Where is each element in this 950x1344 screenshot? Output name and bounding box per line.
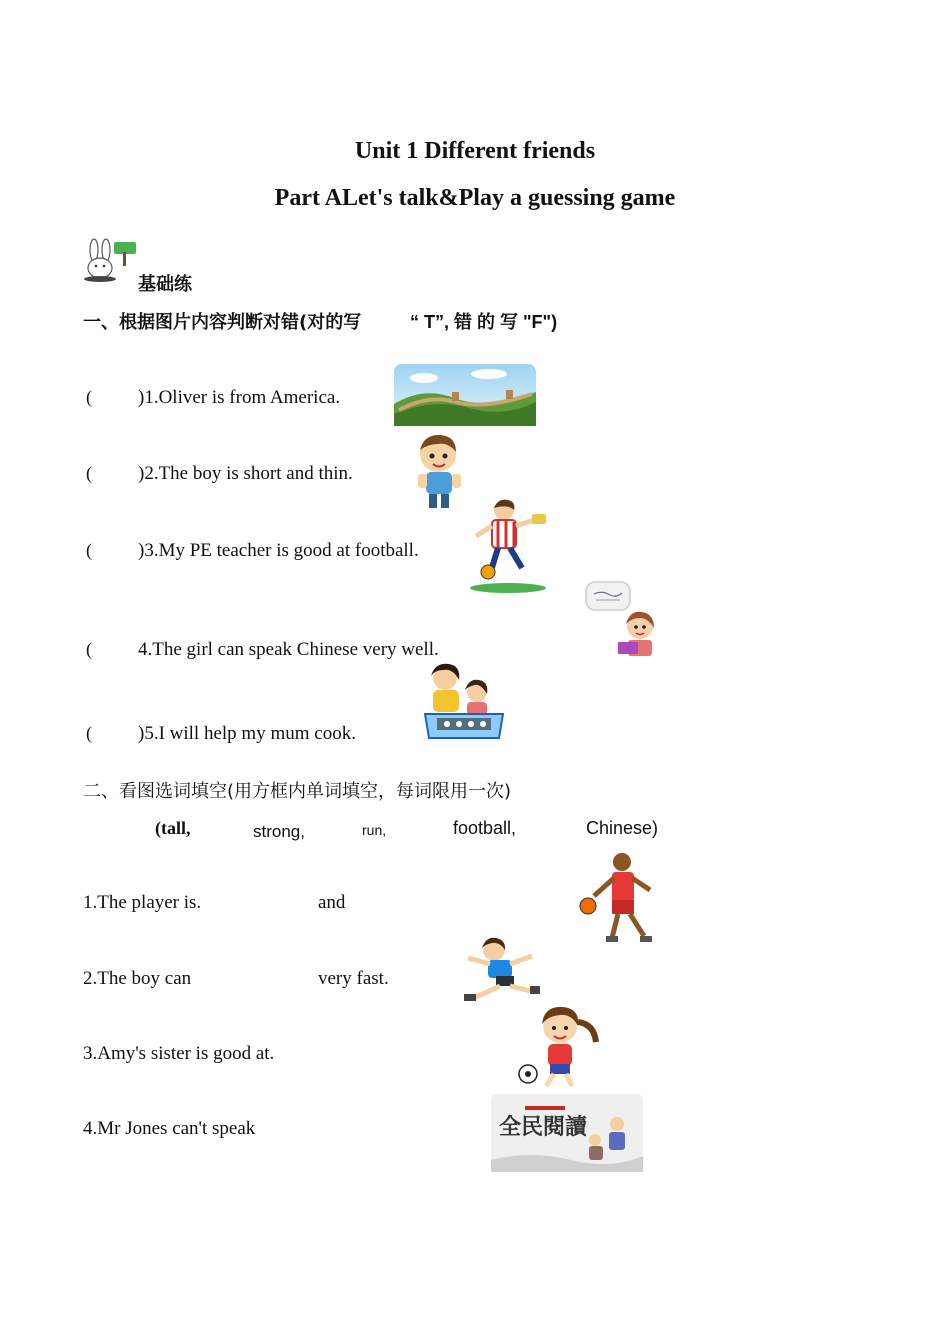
word-option: Chinese) xyxy=(586,818,659,838)
girl-football-picture xyxy=(516,1002,602,1095)
question-3: )3.My PE teacher is good at football. xyxy=(138,540,419,561)
page-title: Unit 1 Different friends xyxy=(354,138,596,164)
word-option: (tall, xyxy=(155,818,191,838)
word-option: run, xyxy=(362,822,387,838)
fill-question-1: 1.The player is. xyxy=(83,892,202,913)
chinese-speech-bubble-picture xyxy=(584,580,660,663)
cooking-picture xyxy=(415,662,511,749)
question-5: )5.I will help my mum cook. xyxy=(138,723,356,744)
rabbit-icon xyxy=(84,238,140,282)
section2-heading: 二、看图选词填空(用方框内单词填空，每词限用一次) xyxy=(83,781,512,802)
question-4: 4.The girl can speak Chinese very well. xyxy=(138,639,439,660)
basketball-player-picture xyxy=(578,850,658,955)
answer-paren[interactable]: ( xyxy=(86,723,92,743)
fill-question-2-tail: very fast. xyxy=(318,968,389,989)
section1-heading-tail: “ T”, 错 的 写 "F") xyxy=(410,312,558,332)
word-option: football, xyxy=(453,818,517,838)
great-wall-picture xyxy=(394,364,536,431)
question-2: )2.The boy is short and thin. xyxy=(138,463,353,484)
question-1: )1.Oliver is from America. xyxy=(138,387,341,408)
answer-paren[interactable]: ( xyxy=(86,639,92,659)
answer-paren[interactable]: ( xyxy=(86,387,92,407)
svg-text:全民閱讀: 全民閱讀 xyxy=(499,1115,588,1140)
answer-paren[interactable]: ( xyxy=(86,463,92,483)
football-teacher-picture xyxy=(464,496,552,599)
boy-picture xyxy=(412,432,468,517)
section1-heading: 一、根据图片内容判断对错(对的写 xyxy=(83,312,362,333)
fill-question-3: 3.Amy's sister is good at. xyxy=(83,1043,275,1064)
page-subtitle: Part ALet's talk&Play a guessing game xyxy=(274,185,676,211)
reading-poster-picture xyxy=(491,1094,643,1177)
fill-question-4: 4.Mr Jones can't speak xyxy=(83,1118,256,1139)
badge-label: 基础练 xyxy=(138,274,192,295)
fill-question-2: 2.The boy can xyxy=(83,968,192,989)
word-option: strong, xyxy=(253,822,305,841)
fill-question-1-and: and xyxy=(318,892,346,913)
answer-paren[interactable]: ( xyxy=(86,540,92,560)
